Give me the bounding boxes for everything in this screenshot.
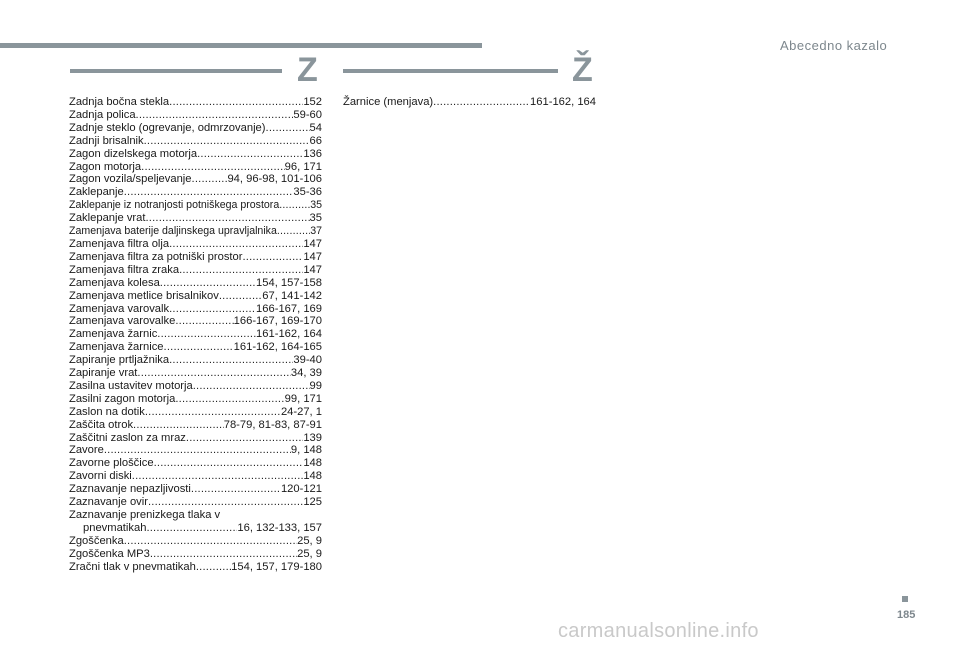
index-entry[interactable] bbox=[69, 419, 322, 432]
index-entry[interactable] bbox=[69, 96, 322, 109]
index-pages: 96, 171 bbox=[284, 160, 322, 173]
index-entry[interactable] bbox=[69, 122, 322, 135]
watermark: carmanualsonline.info bbox=[558, 620, 759, 642]
leader-dots bbox=[266, 122, 310, 135]
index-entries-z bbox=[69, 96, 322, 509]
leader-dots bbox=[193, 380, 310, 393]
leader-dots bbox=[146, 212, 310, 225]
leader-dots bbox=[104, 444, 291, 457]
leader-dots bbox=[277, 225, 310, 238]
header-bar bbox=[0, 43, 482, 48]
leader-dots bbox=[179, 264, 303, 277]
leader-dots bbox=[175, 393, 284, 406]
leader-dots bbox=[242, 251, 303, 264]
index-term: Zadnje steklo (ogrevanje, odmrzovanje) bbox=[69, 121, 266, 134]
index-term: Žarnice (menjava) bbox=[343, 96, 434, 108]
index-term: Zaznavanje ovir bbox=[69, 496, 148, 509]
index-term: Zasilna ustavitev motorja bbox=[69, 379, 193, 392]
index-term: Zasilni zagon motorja bbox=[69, 392, 176, 405]
index-entry[interactable] bbox=[69, 548, 322, 561]
letter-zh-rule bbox=[343, 69, 558, 73]
leader-dots bbox=[160, 277, 256, 290]
index-pages: 136 bbox=[303, 147, 322, 160]
index-entry[interactable] bbox=[69, 109, 322, 122]
index-pages: 154, 157, 179-180 bbox=[231, 560, 322, 573]
index-pages: 125 bbox=[303, 496, 322, 509]
index-term: Zagon vozila/speljevanje bbox=[69, 173, 192, 186]
index-entry[interactable] bbox=[69, 496, 322, 509]
leader-dots bbox=[169, 238, 303, 251]
index-term: Zamenjava filtra za potniški prostor bbox=[69, 250, 243, 263]
index-term: Zamenjava metlice brisalnikov bbox=[69, 289, 219, 302]
index-pages: 147 bbox=[303, 237, 322, 250]
leader-dots bbox=[132, 470, 304, 483]
index-pages: 166-167, 169-170 bbox=[233, 315, 322, 328]
index-entry[interactable] bbox=[69, 135, 322, 148]
index-entry[interactable] bbox=[343, 96, 596, 109]
leader-dots bbox=[148, 496, 303, 509]
index-pages: 139 bbox=[303, 431, 322, 444]
leader-dots bbox=[192, 173, 228, 186]
letter-zh-heading: Ž bbox=[572, 51, 593, 89]
index-pages: 35 bbox=[309, 212, 322, 225]
index-term: Zamenjava žarnice bbox=[69, 341, 164, 354]
index-term: Zamenjava filtra olja bbox=[69, 237, 170, 250]
index-term: Zapiranje prtljažnika bbox=[69, 354, 170, 367]
index-term: pnevmatikah bbox=[83, 521, 147, 534]
index-term: Zadnji brisalnik bbox=[69, 134, 144, 147]
index-pages: 25, 9 bbox=[297, 534, 322, 547]
index-term: Zavorne ploščice bbox=[69, 457, 154, 470]
index-entry[interactable] bbox=[69, 393, 322, 406]
index-pages: 35 bbox=[310, 199, 322, 212]
leader-dots bbox=[433, 96, 530, 109]
index-entry[interactable] bbox=[69, 380, 322, 393]
index-entry[interactable] bbox=[69, 199, 322, 212]
index-term: Zamenjava kolesa bbox=[69, 276, 160, 289]
section-title: Abecedno kazalo bbox=[780, 38, 888, 53]
letter-z-heading: Z bbox=[297, 51, 318, 89]
index-term: Zamenjava baterije daljinskega upravljalnika bbox=[69, 225, 277, 238]
index-pages: 147 bbox=[303, 263, 322, 276]
index-column-zh bbox=[343, 96, 596, 109]
index-pages: 147 bbox=[303, 250, 322, 263]
index-term: Zaznavanje prenizkega tlaka v bbox=[69, 509, 221, 521]
index-pages: 9, 148 bbox=[290, 444, 322, 457]
index-term: Zamenjava varovalk bbox=[69, 302, 170, 315]
leader-dots bbox=[124, 535, 297, 548]
leader-dots bbox=[219, 290, 262, 303]
index-entry[interactable] bbox=[69, 509, 322, 522]
index-entry[interactable] bbox=[69, 173, 322, 186]
leader-dots bbox=[175, 315, 233, 328]
index-entry[interactable] bbox=[69, 444, 322, 457]
index-entry[interactable] bbox=[69, 432, 322, 445]
leader-dots bbox=[169, 303, 256, 316]
index-pages: 59-60 bbox=[293, 108, 322, 121]
index-pages: 120-121 bbox=[280, 483, 322, 496]
page-number: 185 bbox=[897, 609, 916, 621]
letter-z-rule bbox=[70, 69, 282, 73]
index-entry[interactable] bbox=[69, 303, 322, 316]
leader-dots bbox=[133, 419, 224, 432]
index-entry[interactable] bbox=[69, 225, 322, 238]
index-entry[interactable] bbox=[69, 561, 322, 574]
index-term: Zamenjava varovalke bbox=[69, 315, 176, 328]
index-entry[interactable] bbox=[69, 406, 322, 419]
index-term: Zaznavanje nepazljivosti bbox=[69, 483, 191, 496]
page-marker bbox=[902, 596, 908, 602]
index-entry[interactable] bbox=[69, 148, 322, 161]
index-term: Zadnja polica bbox=[69, 108, 136, 121]
index-entry[interactable] bbox=[69, 277, 322, 290]
leader-dots bbox=[196, 561, 231, 574]
index-pages: 166-167, 169 bbox=[256, 302, 322, 315]
index-column-z bbox=[69, 96, 322, 574]
index-pages: 35-36 bbox=[293, 186, 322, 199]
index-entry-continuation[interactable] bbox=[69, 522, 322, 535]
index-entry[interactable] bbox=[69, 186, 322, 199]
index-term: Zavore bbox=[69, 444, 104, 457]
index-term: Zadnja bočna stekla bbox=[69, 96, 170, 108]
index-entry[interactable] bbox=[69, 457, 322, 470]
index-pages: 54 bbox=[309, 121, 322, 134]
index-entries-z-tail bbox=[69, 535, 322, 574]
index-term: Zaslon na dotik bbox=[69, 405, 145, 418]
index-entry[interactable] bbox=[69, 161, 322, 174]
index-term: Zaklepanje bbox=[69, 186, 124, 199]
index-term: Zagon motorja bbox=[69, 160, 142, 173]
index-term: Zgoščenka bbox=[69, 534, 124, 547]
index-pages: 99 bbox=[309, 379, 322, 392]
leader-dots bbox=[146, 522, 237, 535]
index-entry[interactable] bbox=[69, 264, 322, 277]
index-pages: 148 bbox=[303, 470, 322, 483]
index-pages: 34, 39 bbox=[290, 367, 322, 380]
index-entry[interactable] bbox=[69, 238, 322, 251]
leader-dots bbox=[186, 432, 303, 445]
leader-dots bbox=[169, 354, 293, 367]
leader-dots bbox=[141, 161, 285, 174]
index-pages: 78-79, 81-83, 87-91 bbox=[223, 418, 322, 431]
index-pages: 99, 171 bbox=[284, 392, 322, 405]
index-pages: 148 bbox=[303, 457, 322, 470]
index-entry[interactable] bbox=[69, 290, 322, 303]
leader-dots bbox=[154, 457, 304, 470]
index-entry[interactable] bbox=[69, 367, 322, 380]
leader-dots bbox=[191, 483, 281, 496]
index-term: Zgoščenka MP3 bbox=[69, 547, 150, 560]
index-entry[interactable] bbox=[69, 212, 322, 225]
index-pages: 39-40 bbox=[293, 354, 322, 367]
index-pages: 37 bbox=[310, 225, 322, 238]
index-pages: 154, 157-158 bbox=[256, 276, 322, 289]
index-entry[interactable] bbox=[69, 315, 322, 328]
index-term: Zamenjava žarnic bbox=[69, 328, 158, 341]
index-term: Zapiranje vrat bbox=[69, 367, 138, 380]
index-term: Zagon dizelskega motorja bbox=[69, 147, 198, 160]
index-pages: 67, 141-142 bbox=[262, 289, 322, 302]
index-entry[interactable] bbox=[69, 470, 322, 483]
leader-dots bbox=[169, 96, 303, 109]
index-pages: 161-162, 164-165 bbox=[233, 341, 322, 354]
index-term: Zaklepanje iz notranjosti potniškega prostora bbox=[69, 199, 280, 212]
index-pages: 161-162, 164 bbox=[530, 96, 596, 108]
index-entry[interactable] bbox=[69, 354, 322, 367]
index-entry[interactable] bbox=[69, 483, 322, 496]
leader-dots bbox=[150, 548, 297, 561]
leader-dots bbox=[145, 406, 281, 419]
index-term: Zračni tlak v pnevmatikah bbox=[69, 560, 196, 573]
index-pages: 24-27, 1 bbox=[280, 405, 322, 418]
index-term: Zaščita otrok bbox=[69, 418, 134, 431]
index-entry[interactable] bbox=[69, 341, 322, 354]
leader-dots bbox=[157, 328, 256, 341]
index-pages: 94, 96-98, 101-106 bbox=[227, 173, 322, 186]
index-term: Zamenjava filtra zraka bbox=[69, 263, 180, 276]
index-pages: 161-162, 164 bbox=[256, 328, 322, 341]
leader-dots bbox=[144, 135, 310, 148]
index-pages: 66 bbox=[309, 134, 322, 147]
index-term: Zaščitni zaslon za mraz bbox=[69, 431, 186, 444]
leader-dots bbox=[136, 109, 294, 122]
index-pages: 25, 9 bbox=[297, 547, 322, 560]
leader-dots bbox=[197, 148, 303, 161]
leader-dots bbox=[137, 367, 290, 380]
leader-dots bbox=[279, 199, 310, 212]
index-pages: 152 bbox=[303, 96, 322, 108]
index-entry[interactable] bbox=[69, 251, 322, 264]
index-entry[interactable] bbox=[69, 328, 322, 341]
index-entry[interactable] bbox=[69, 535, 322, 548]
index-entries-zh bbox=[343, 96, 596, 109]
leader-dots bbox=[164, 341, 234, 354]
index-term: Zaklepanje vrat bbox=[69, 212, 146, 225]
leader-dots bbox=[124, 186, 294, 199]
index-pages: 16, 132-133, 157 bbox=[237, 521, 322, 534]
index-term: Zavorni diski bbox=[69, 470, 132, 483]
